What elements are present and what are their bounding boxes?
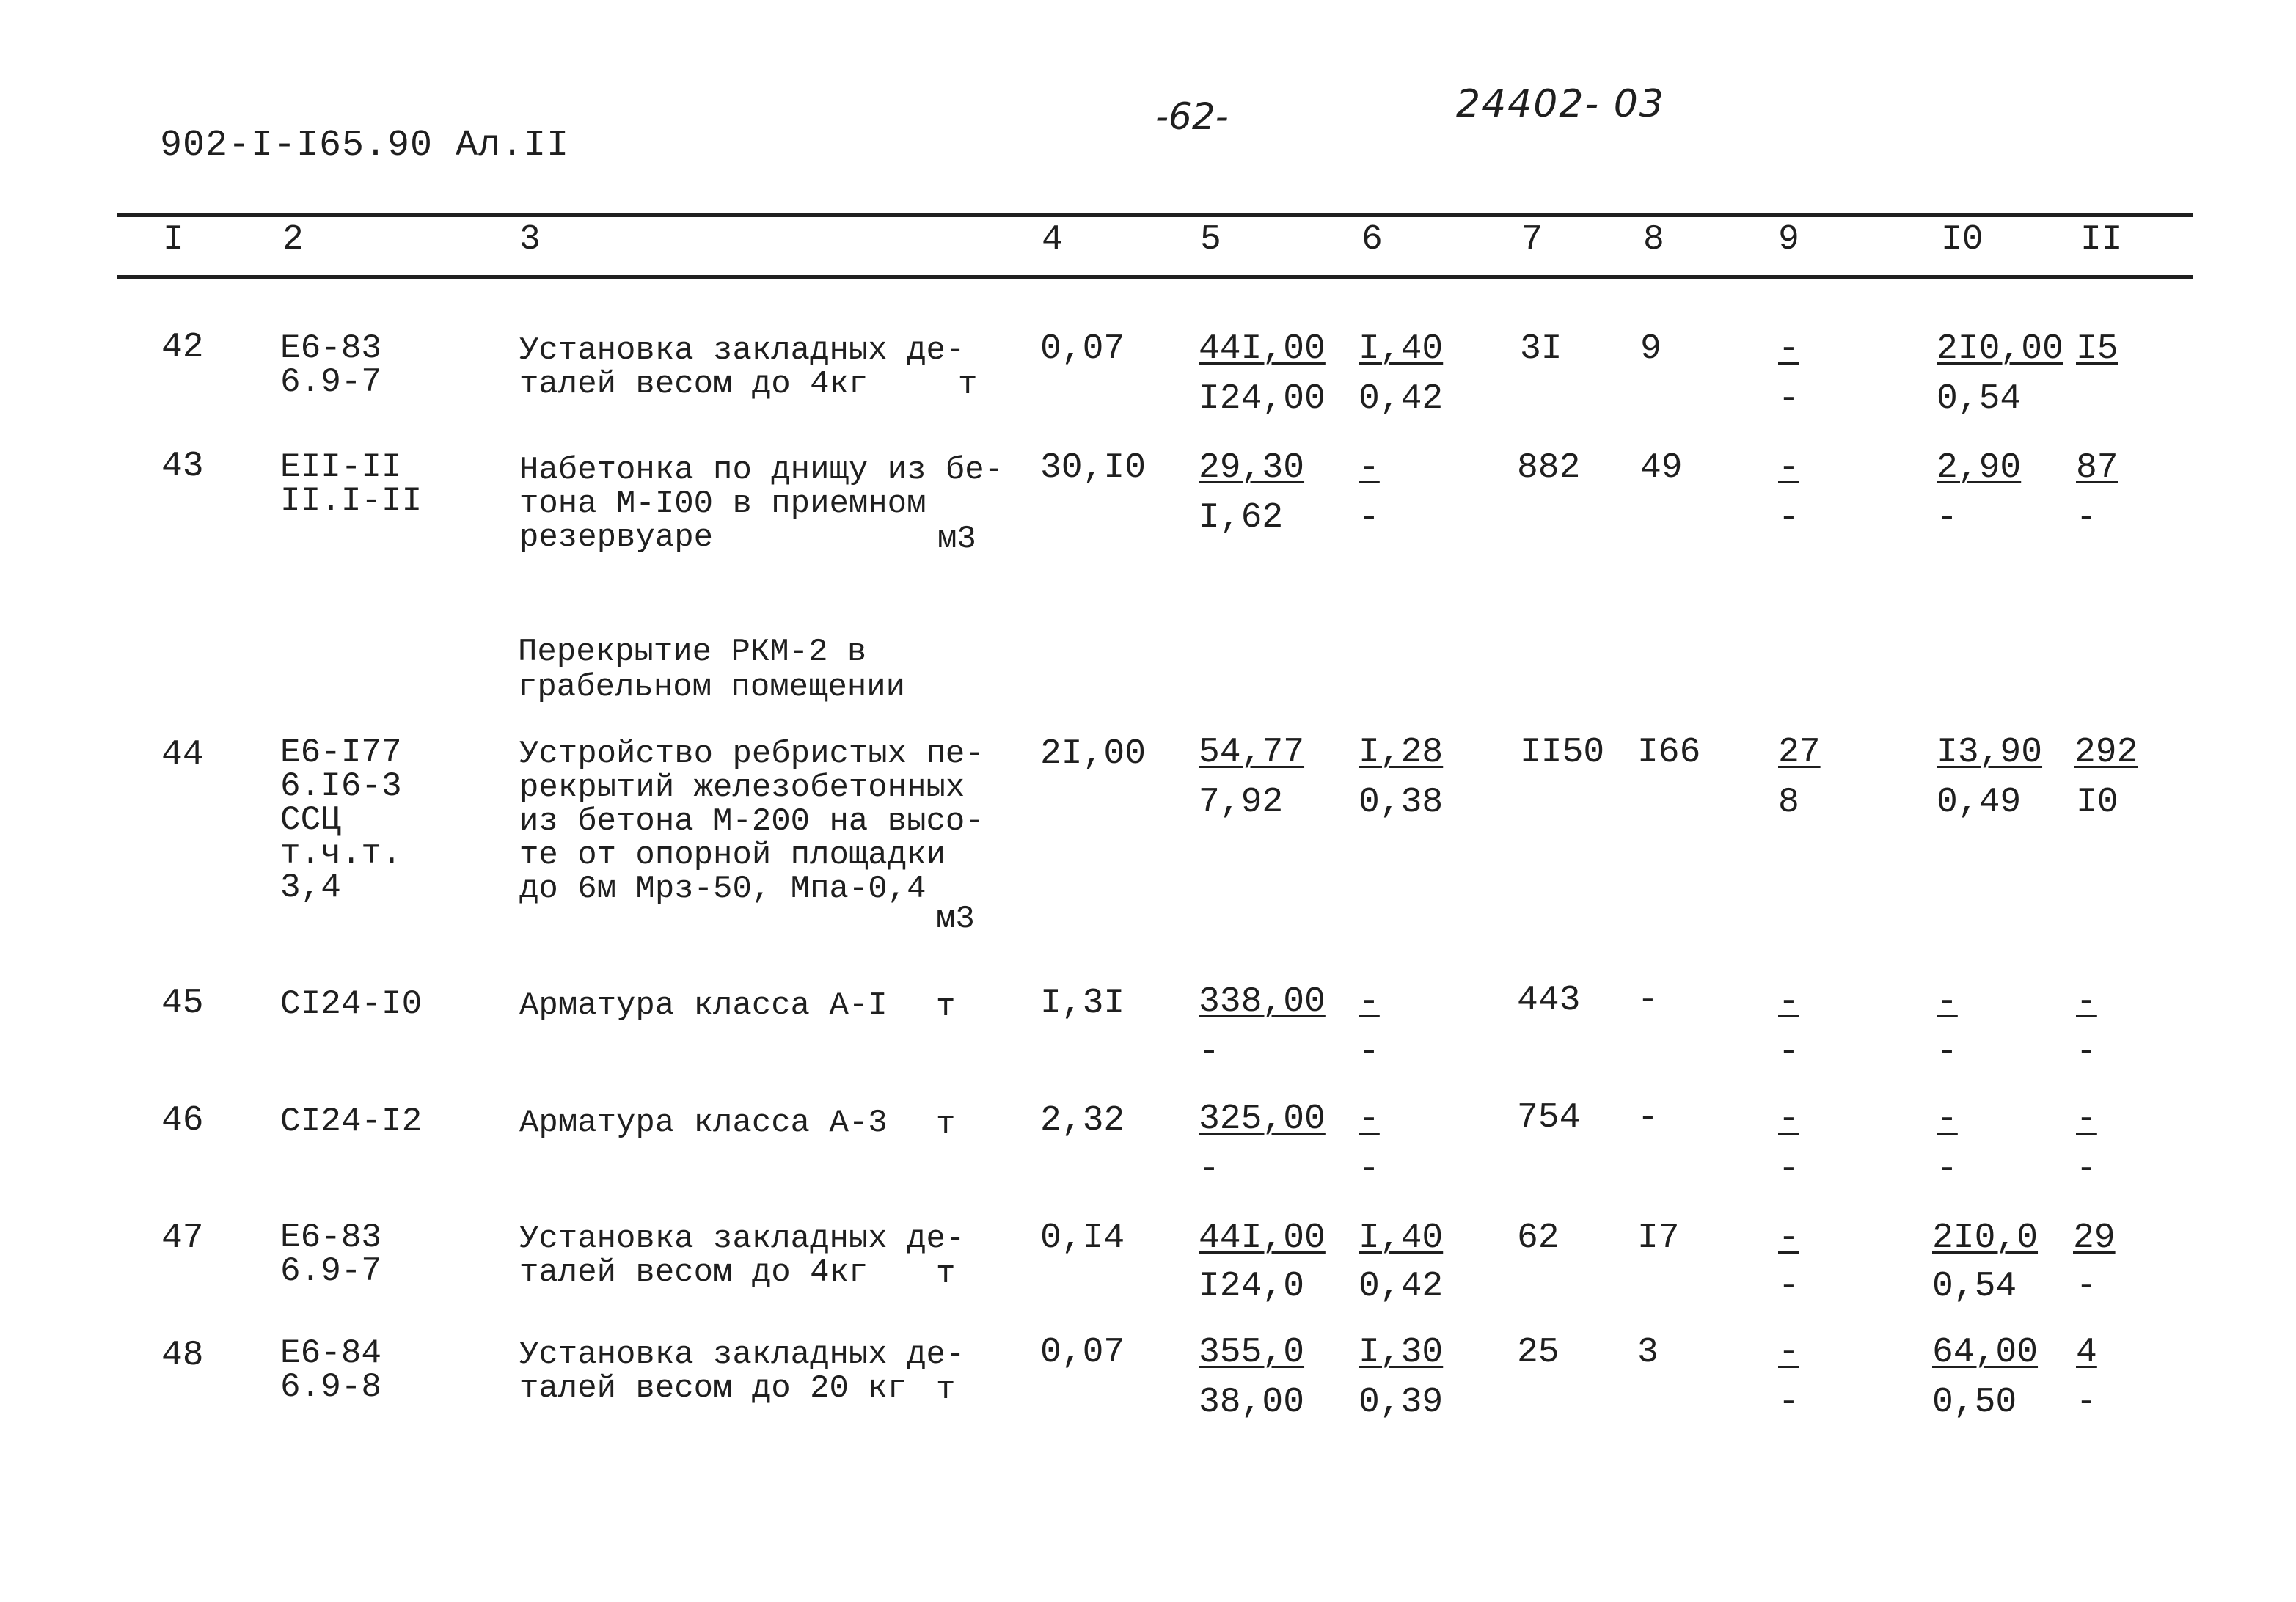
col5-top: 54,77 (1199, 733, 1305, 772)
col11-top: - (2076, 982, 2097, 1022)
unit: т (936, 1106, 956, 1143)
col9-bottom: - (1778, 498, 1799, 538)
col5-bottom: I24,00 (1199, 379, 1326, 419)
col10-bottom: 0,50 (1932, 1383, 2017, 1422)
col5-top: 29,30 (1199, 448, 1305, 488)
work-description: Установка закладных де- талей весом до 20 кг (519, 1336, 965, 1407)
col-header-5: 5 (1200, 220, 1221, 260)
col11-top: I5 (2076, 329, 2118, 369)
col-header-7: 7 (1521, 220, 1543, 260)
col7: 443 (1517, 981, 1581, 1020)
col10-bottom: - (1937, 498, 1958, 538)
col7: 754 (1517, 1098, 1581, 1138)
col6-top: - (1359, 448, 1380, 488)
row-number: 48 (161, 1336, 204, 1375)
col10-bottom: - (1937, 1032, 1958, 1072)
col5-bottom: 38,00 (1199, 1383, 1305, 1422)
unit: т (936, 1256, 956, 1292)
col6-bottom: 0,42 (1359, 1267, 1444, 1306)
col6-top: - (1359, 1100, 1380, 1139)
col6-bottom: 0,39 (1359, 1383, 1444, 1422)
col6-bottom: - (1359, 498, 1380, 538)
col8: 9 (1640, 329, 1661, 369)
col9-top: - (1778, 982, 1799, 1022)
col9-top: - (1778, 329, 1799, 369)
col10-top: 64,00 (1932, 1333, 2039, 1372)
col8: - (1637, 981, 1659, 1020)
work-description: Установка закладных де- талей весом до 4кг (519, 332, 965, 403)
col11-bottom: I0 (2076, 783, 2118, 822)
col5-top: 338,00 (1199, 982, 1326, 1022)
col9-top: 27 (1778, 733, 1821, 772)
handwritten-number: 24402- 03 (1456, 82, 1665, 126)
col6-bottom: - (1359, 1032, 1380, 1072)
norm-code: CI24-I0 (280, 985, 423, 1023)
col11-top: 29 (2073, 1218, 2116, 1258)
col8: 49 (1640, 448, 1683, 488)
col-header-3: 3 (519, 220, 541, 260)
col6-top: I,28 (1359, 733, 1444, 772)
col-header-11: II (2080, 220, 2123, 260)
col11-top: 87 (2076, 448, 2118, 488)
row-number: 43 (161, 447, 204, 486)
col11-bottom: - (2076, 498, 2097, 538)
col-header-8: 8 (1643, 220, 1664, 260)
col7: 25 (1517, 1333, 1560, 1372)
norm-code: E6-83 6.9-7 (280, 1218, 382, 1290)
col9-top: - (1778, 1333, 1799, 1372)
col5-top: 44I,00 (1199, 1218, 1326, 1258)
col-header-6: 6 (1361, 220, 1383, 260)
col10-top: 2I0,00 (1937, 329, 2063, 369)
col-header-9: 9 (1778, 220, 1799, 260)
work-description: Устройство ребристых пе- рекрытий железобетонных из бетона М-200 на высо- те от опорной площадки до 6м Мрз-50, Мпа-0,4 (519, 736, 984, 907)
col10-bottom: 0,49 (1937, 783, 2022, 822)
unit: т (958, 367, 978, 403)
col9-bottom: 8 (1778, 783, 1799, 822)
col8: - (1637, 1098, 1659, 1138)
col6-top: - (1359, 982, 1380, 1022)
col6-bottom: 0,38 (1359, 783, 1444, 822)
col6-bottom: 0,42 (1359, 379, 1444, 419)
quantity: 0,07 (1040, 329, 1125, 369)
work-description: Набетонка по днищу из бе- тона М-I00 в приемном резервуаре (519, 452, 1004, 556)
unit: т (936, 1372, 956, 1408)
col10-bottom: 0,54 (1932, 1267, 2017, 1306)
col-header-10: I0 (1941, 220, 1984, 260)
col6-bottom: - (1359, 1149, 1380, 1189)
norm-code: E6-83 6.9-7 (280, 329, 382, 401)
col9-bottom: - (1778, 1267, 1799, 1306)
unit: м3 (936, 901, 975, 937)
col9-top: - (1778, 1218, 1799, 1258)
col11-top: 4 (2076, 1333, 2097, 1372)
row-number: 47 (161, 1218, 204, 1258)
col8: I7 (1637, 1218, 1680, 1258)
col5-top: 44I,00 (1199, 329, 1326, 369)
col9-top: - (1778, 448, 1799, 488)
quantity: I,3I (1040, 984, 1125, 1023)
document-code: 902-I-I65.90 Ал.II (160, 125, 570, 167)
work-description: Арматура класса А-I (519, 987, 888, 1024)
col9-top: - (1778, 1100, 1799, 1139)
page-number: -62- (1155, 95, 1229, 138)
row-number: 42 (161, 328, 204, 367)
col10-bottom: 0,54 (1937, 379, 2022, 419)
col-header-4: 4 (1042, 220, 1063, 260)
col11-bottom: - (2076, 1032, 2097, 1072)
quantity: 0,I4 (1040, 1218, 1125, 1258)
row-number: 45 (161, 984, 204, 1023)
col5-bottom: 7,92 (1199, 783, 1284, 822)
unit: м3 (937, 521, 976, 557)
table-header-rule (117, 275, 2193, 279)
col7: 3I (1520, 329, 1562, 369)
col10-top: 2,90 (1937, 448, 2022, 488)
col8: I66 (1637, 733, 1701, 772)
col11-bottom: - (2076, 1383, 2097, 1422)
quantity: 30,I0 (1040, 448, 1147, 488)
norm-code: E6-84 6.9-8 (280, 1334, 382, 1406)
quantity: 2,32 (1040, 1101, 1125, 1141)
col7: 62 (1517, 1218, 1560, 1258)
col5-bottom: - (1199, 1032, 1220, 1072)
quantity: 0,07 (1040, 1333, 1125, 1372)
col5-bottom: I,62 (1199, 498, 1284, 538)
col6-top: I,30 (1359, 1333, 1444, 1372)
work-description: Арматура класса А-3 (519, 1105, 888, 1141)
table-top-rule (117, 213, 2193, 217)
col5-bottom: I24,0 (1199, 1267, 1305, 1306)
row-number: 44 (161, 735, 204, 775)
norm-code: EII-II II.I-II (280, 448, 423, 520)
col-header-1: I (163, 220, 184, 260)
col10-top: - (1937, 982, 1958, 1022)
row-number: 46 (161, 1101, 204, 1141)
norm-code: E6-I77 6.I6-3 ССЦ т.ч.т. 3,4 (280, 734, 402, 907)
col9-bottom: - (1778, 1383, 1799, 1422)
col10-top: 2I0,0 (1932, 1218, 2039, 1258)
col7: II50 (1520, 733, 1605, 772)
col5-top: 355,0 (1199, 1333, 1305, 1372)
col7: 882 (1517, 448, 1581, 488)
section-title: Перекрытие РКМ-2 в грабельном помещении (518, 634, 906, 706)
col10-bottom: - (1937, 1149, 1958, 1189)
col5-bottom: - (1199, 1149, 1220, 1189)
quantity: 2I,00 (1040, 734, 1147, 774)
col6-top: I,40 (1359, 329, 1444, 369)
col11-bottom: - (2076, 1149, 2097, 1189)
col9-bottom: - (1778, 1032, 1799, 1072)
col9-bottom: - (1778, 379, 1799, 419)
col11-top: - (2076, 1100, 2097, 1139)
unit: т (936, 989, 956, 1025)
work-description: Установка закладных де- талей весом до 4кг (519, 1221, 965, 1291)
col8: 3 (1637, 1333, 1659, 1372)
col6-top: I,40 (1359, 1218, 1444, 1258)
col10-top: - (1937, 1100, 1958, 1139)
col10-top: I3,90 (1937, 733, 2043, 772)
col5-top: 325,00 (1199, 1100, 1326, 1139)
col11-top: 292 (2074, 733, 2138, 772)
col-header-2: 2 (282, 220, 304, 260)
norm-code: CI24-I2 (280, 1102, 423, 1141)
col11-bottom: - (2076, 1267, 2097, 1306)
col9-bottom: - (1778, 1149, 1799, 1189)
